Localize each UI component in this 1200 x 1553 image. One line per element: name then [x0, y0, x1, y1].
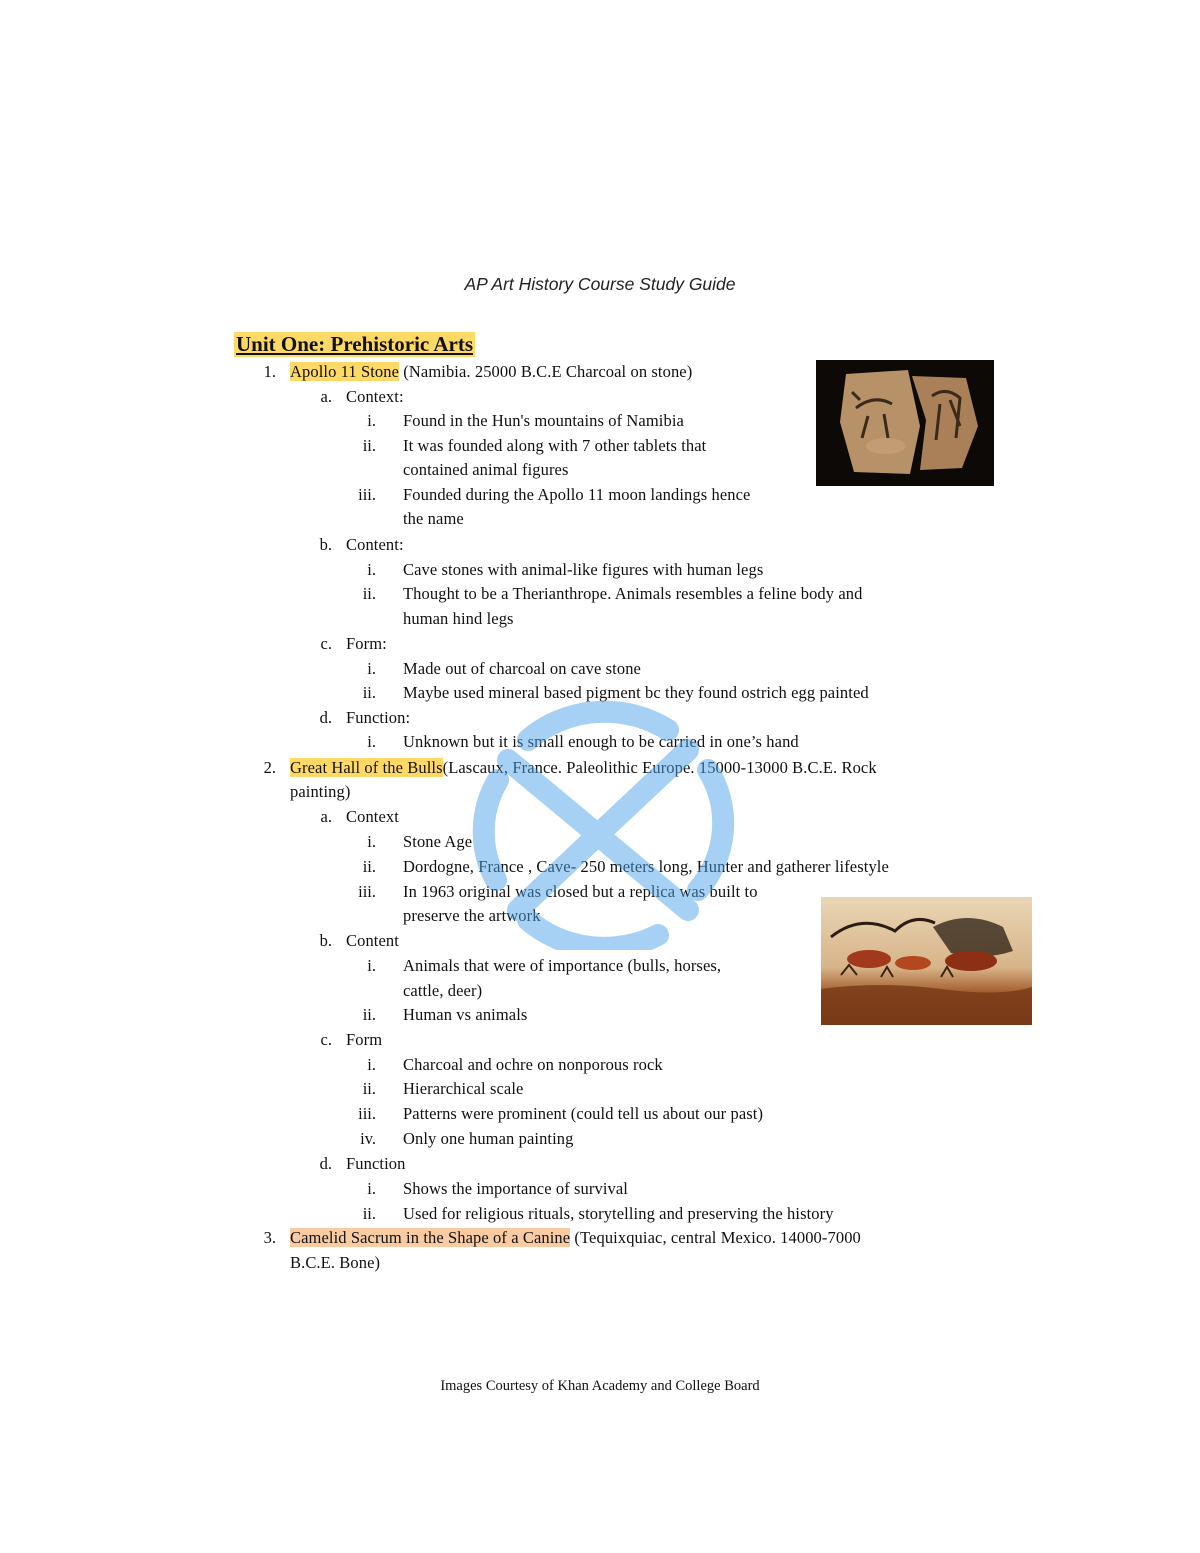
item-heading	[290, 757, 877, 779]
list-item: Founded during the Apollo 11 moon landings hence	[403, 485, 751, 504]
item-heading	[290, 1227, 861, 1249]
list-item: Only one human painting	[403, 1129, 574, 1148]
list-item-continued: preserve the artwork	[403, 906, 541, 925]
item-number: 3.	[263, 1228, 276, 1247]
great-hall-of-bulls-image	[821, 897, 1032, 1025]
list-item: Patterns were prominent (could tell us about our past)	[403, 1104, 764, 1123]
document-header: AP Art History Course Study Guide	[464, 274, 736, 294]
list-marker: d.	[319, 708, 332, 727]
list-item-continued: the name	[403, 509, 464, 528]
list-item: Animals that were of importance (bulls, horses,	[403, 956, 722, 975]
list-marker: i.	[367, 659, 376, 678]
list-item: In 1963 original was closed but a replica was built to	[403, 882, 758, 901]
list-marker: a.	[320, 807, 332, 826]
section-label: Context	[346, 807, 399, 826]
list-item: Thought to be a Therianthrope. Animals resembles a feline body and	[403, 584, 863, 603]
artwork-title: Apollo 11 Stone	[290, 362, 400, 381]
list-item-continued: human hind legs	[403, 609, 514, 628]
list-marker: ii.	[362, 436, 376, 455]
list-marker: ii.	[362, 1204, 376, 1223]
list-item: Used for religious rituals, storytelling and preserving the history	[403, 1204, 834, 1223]
section-label: Function	[346, 1154, 406, 1173]
list-marker: i.	[367, 1055, 376, 1074]
artwork-title: Great Hall of the Bulls	[290, 758, 443, 777]
section-label: Content:	[346, 535, 404, 554]
list-marker: ii.	[362, 857, 376, 876]
list-item-continued: contained animal figures	[403, 460, 569, 479]
list-marker: a.	[320, 387, 332, 406]
list-item: Found in the Hun's mountains of Namibia	[403, 411, 684, 430]
list-marker: iii.	[358, 485, 376, 504]
item-number: 2.	[263, 758, 276, 777]
artwork-details-continued: painting)	[290, 782, 351, 801]
artwork-title: Camelid Sacrum in the Shape of a Canine	[290, 1228, 571, 1247]
list-marker: ii.	[362, 1005, 376, 1024]
list-marker: c.	[320, 634, 332, 653]
list-item: Cave stones with animal-like figures with human legs	[403, 560, 764, 579]
section-label: Form	[346, 1030, 383, 1049]
unit-title: Unit One: Prehistoric Arts	[236, 332, 473, 356]
section-label: Function:	[346, 708, 411, 727]
list-item-continued: cattle, deer)	[403, 981, 483, 1000]
section-label: Content	[346, 931, 399, 950]
artwork-details: (Lascaux, France. Paleolithic Europe. 15000-13000 B.C.E. Rock	[442, 758, 877, 777]
list-marker: i.	[367, 956, 376, 975]
section-label: Form:	[346, 634, 387, 653]
artwork-details: (Tequixquiac, central Mexico. 14000-7000	[570, 1228, 861, 1247]
list-marker: ii.	[362, 1079, 376, 1098]
list-marker: c.	[320, 1030, 332, 1049]
list-item: Made out of charcoal on cave stone	[403, 659, 641, 678]
list-marker: ii.	[362, 683, 376, 702]
list-marker: b.	[319, 535, 332, 554]
list-marker: i.	[367, 1179, 376, 1198]
list-marker: iii.	[358, 882, 376, 901]
list-marker: i.	[367, 732, 376, 751]
apollo-11-stone-image	[816, 360, 994, 486]
item-number: 1.	[263, 362, 276, 381]
artwork-details: (Namibia. 25000 B.C.E Charcoal on stone)	[399, 362, 693, 381]
image-credit-footer: Images Courtesy of Khan Academy and College Board	[440, 1378, 760, 1394]
list-marker: i.	[367, 560, 376, 579]
artwork-details-continued: B.C.E. Bone)	[290, 1253, 381, 1272]
item-heading	[290, 361, 692, 383]
list-marker: d.	[319, 1154, 332, 1173]
list-item: Unknown but it is small enough to be carried in one’s hand	[403, 732, 799, 751]
section-label: Context:	[346, 387, 404, 406]
list-marker: i.	[367, 832, 376, 851]
list-marker: iii.	[358, 1104, 376, 1123]
list-item: Shows the importance of survival	[403, 1179, 628, 1198]
list-marker: b.	[319, 931, 332, 950]
list-item: Charcoal and ochre on nonporous rock	[403, 1055, 663, 1074]
list-item: Dordogne, France , Cave- 250 meters long, Hunter and gatherer lifestyle	[403, 857, 889, 876]
list-item: Human vs animals	[403, 1005, 528, 1024]
list-marker: iv.	[360, 1129, 376, 1148]
list-item: It was founded along with 7 other tablets that	[403, 436, 707, 455]
list-item: Hierarchical scale	[403, 1079, 524, 1098]
list-marker: i.	[367, 411, 376, 430]
list-marker: ii.	[362, 584, 376, 603]
list-item: Stone Age	[403, 832, 473, 851]
list-item: Maybe used mineral based pigment bc they found ostrich egg painted	[403, 683, 869, 702]
